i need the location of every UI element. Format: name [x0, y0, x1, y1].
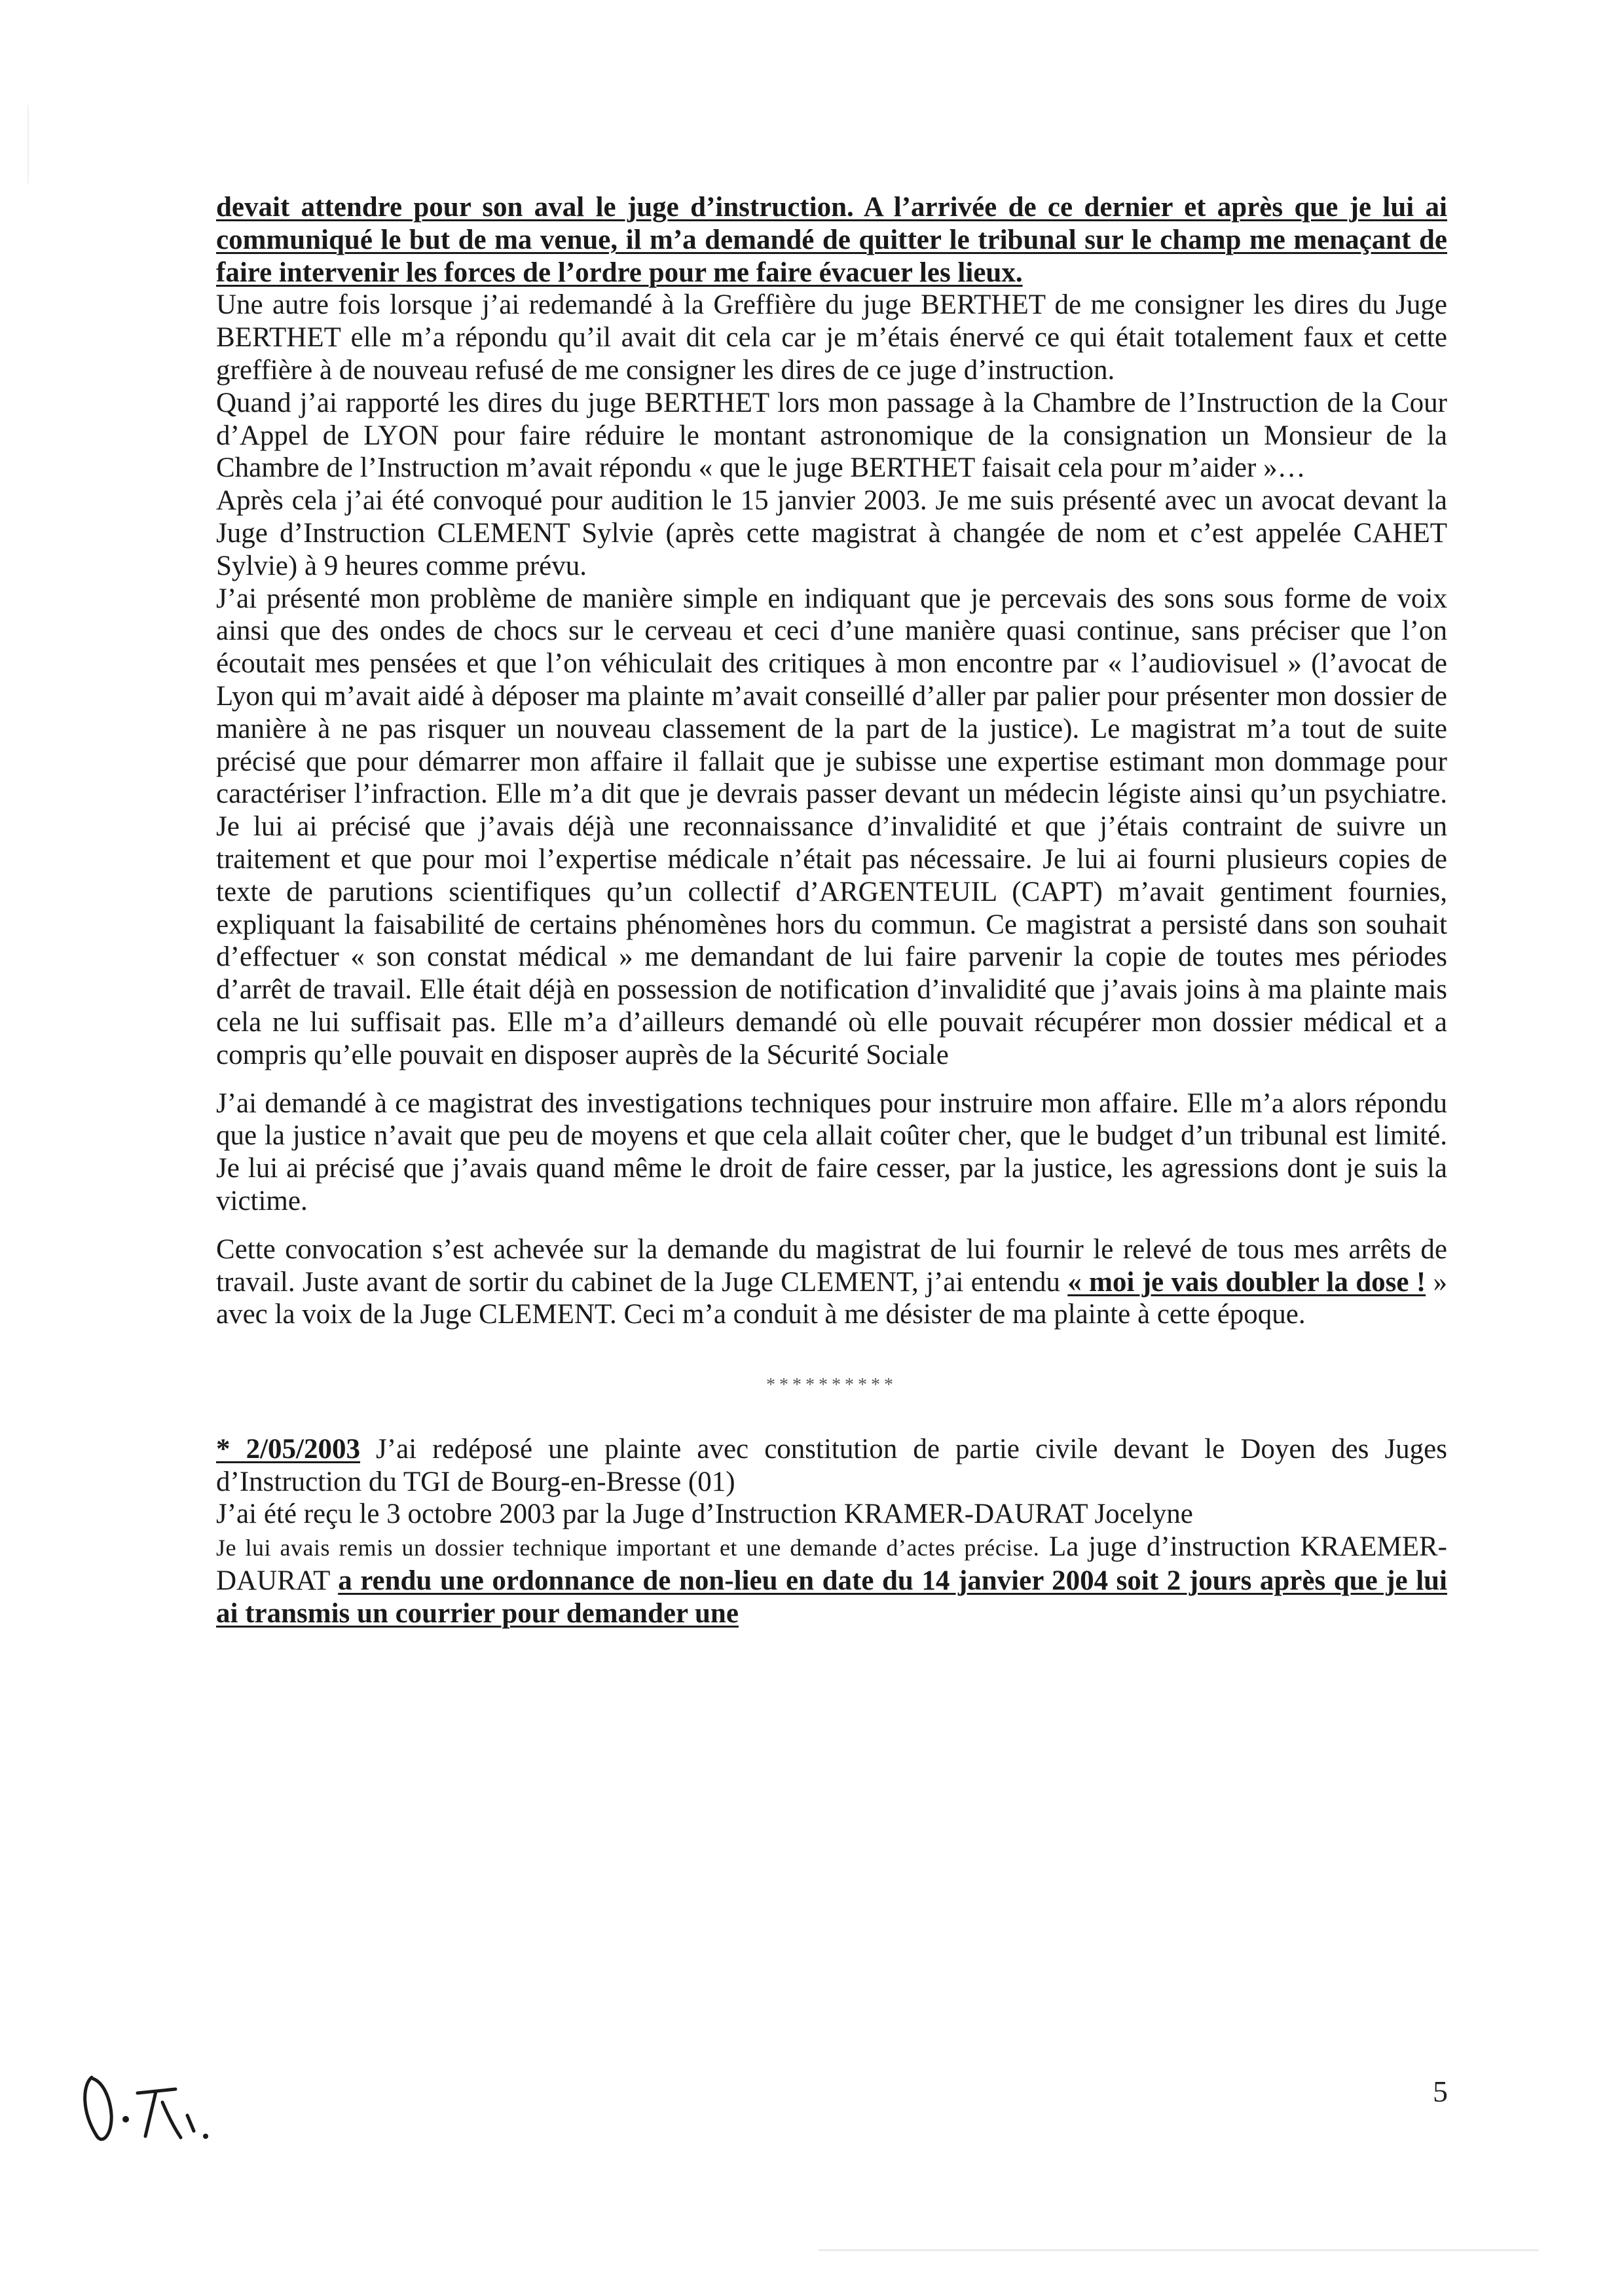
paragraph	[216, 583, 1447, 1072]
paragraph	[216, 1531, 1447, 1630]
text-span: Quand j’ai rapporté les dires du juge BERTHET lors mon passage à la Chambre de l’Instruction de la Cour d’Appel de LYON pour faire réduire le montant astronomique de la consignation un Monsieur de la Chambre de l’Instruction m’avait répondu « que le juge BERTHET faisait cela pour m’aider »…	[216, 387, 1447, 484]
page-number: 5	[1433, 2075, 1448, 2108]
paragraph	[216, 1433, 1447, 1499]
paragraphs-before-separator	[216, 191, 1447, 1331]
handwritten-signature	[77, 2059, 248, 2151]
text-span: » avec la voix de la Juge CLEMENT. Ceci m’a conduit à me désister de ma plainte à cette époque.	[216, 1266, 1447, 1330]
text-span: « moi je vais doubler la dose !	[1067, 1266, 1426, 1298]
paragraph	[216, 1233, 1447, 1331]
text-span: J’ai demandé à ce magistrat des investigations techniques pour instruire mon affaire. Elle m’a alors répondu que la justice n’avait que peu de moyens et que cela allait coûter cher, que le budget d’un tribunal est limité. Je lui ai précisé que j’avais quand même le droit de faire cesser, par la justice, les agressions dont je suis la victime.	[216, 1087, 1447, 1216]
text-span: La juge d’instruction KRAEMER-DAURAT	[216, 1531, 1447, 1597]
text-span: Après cela j’ai été convoqué pour audition le 15 janvier 2003. Je me suis présenté avec un avocat devant la Juge d’Instruction CLEMENT Sylvie (après cette magistrat à changée de nom et c’est appelée CAHET Sylvie) à 9 heures comme prévu.	[216, 485, 1447, 581]
paragraphs-after-separator	[216, 1433, 1447, 1630]
scan-edge-line	[819, 2250, 1539, 2251]
paragraph	[216, 1087, 1447, 1218]
paragraph	[216, 191, 1447, 289]
paragraph	[216, 484, 1447, 582]
text-span: Cette convocation s’est achevée sur la demande du magistrat de lui fournir le relevé de tous mes arrêts de travail. Juste avant de sortir du cabinet de la Juge CLEMENT, j’ai entendu	[216, 1233, 1447, 1298]
body-text	[216, 191, 1447, 1630]
text-span: Une autre fois lorsque j’ai redemandé à la Greffière du juge BERTHET de me consigner les dires du Juge BERTHET elle m’a répondu qu’il avait dit cela car je m’étais énervé ce qui était totalement faux et cette greffière à de nouveau refusé de me consigner les dires de ce juge d’instruction.	[216, 289, 1447, 386]
text-span: J’ai redéposé une plainte avec constitution de partie civile devant le Doyen des Juges d’Instruction du TGI de Bourg-en-Bresse (01)	[216, 1433, 1447, 1497]
text-span: Je lui avais remis un dossier technique important et une demande d’actes précise.	[216, 1535, 1040, 1561]
section-separator: **********	[766, 1375, 897, 1396]
text-span: J’ai présenté mon problème de manière simple en indiquant que je percevais des sons sous forme de voix ainsi que des ondes de chocs sur le cerveau et ceci d’une manière quasi continue, sans préciser que l’on écoutait mes pensées et que l’on véhiculait des critiques à mon encontre par « l’audiovisuel » (l’avocat de Lyon qui m’avait aidé à déposer ma plainte m’avait conseillé d’aller par palier pour présenter mon dossier de manière à ne pas risquer un nouveau classement de la part de la justice). Le magistrat m’a tout de suite précisé que pour démarrer mon affaire il fallait que je subisse une expertise estimant mon dommage pour caractériser l’infraction. Elle m’a dit que je devrais passer devant un médecin légiste ainsi qu’un psychiatre. Je lui ai précisé que j’avais déjà une reconnaissance d’invalidité et que j’étais contraint de suivre un traitement et que pour moi l’expertise médicale n’était pas nécessaire. Je lui ai fourni plusieurs copies de texte de parutions scientifiques qu’un collectif d’ARGENTEUIL (CAPT) m’avait gentiment fournies, expliquant la faisabilité de certains phénomènes hors du commun. Ce magistrat a persisté dans son souhait d’effectuer « son constat médical » me demandant de lui faire parvenir la copie de toutes mes périodes d’arrêt de travail. Elle était déjà en possession de notification d’invalidité que j’avais joins à ma plainte mais cela ne lui suffisait pas. Elle m’a d’ailleurs demandé où elle pouvait récupérer mon dossier médical et a compris qu’elle pouvait en disposer auprès de la Sécurité Sociale	[216, 583, 1447, 1070]
paragraph	[216, 1498, 1447, 1531]
paragraph	[216, 387, 1447, 484]
scan-margin-mark	[28, 105, 29, 183]
text-span: J’ai été reçu le 3 octobre 2003 par la Juge d’Instruction KRAMER-DAURAT Jocelyne	[216, 1499, 1193, 1530]
text-span: devait attendre pour son aval le juge d’instruction. A l’arrivée de ce dernier et après que je lui ai communiqué le but de ma venue, il m’a demandé de quitter le tribunal sur le champ me menaçant de faire intervenir les forces de l’ordre pour me faire évacuer les lieux.	[216, 192, 1447, 288]
text-span: * 2/05/2003	[216, 1433, 360, 1465]
paragraph	[216, 289, 1447, 386]
text-span: a rendu une ordonnance de non-lieu en date du 14 janvier 2004 soit 2 jours après que je lui ai transmis un courrier pour demander une	[216, 1565, 1447, 1629]
